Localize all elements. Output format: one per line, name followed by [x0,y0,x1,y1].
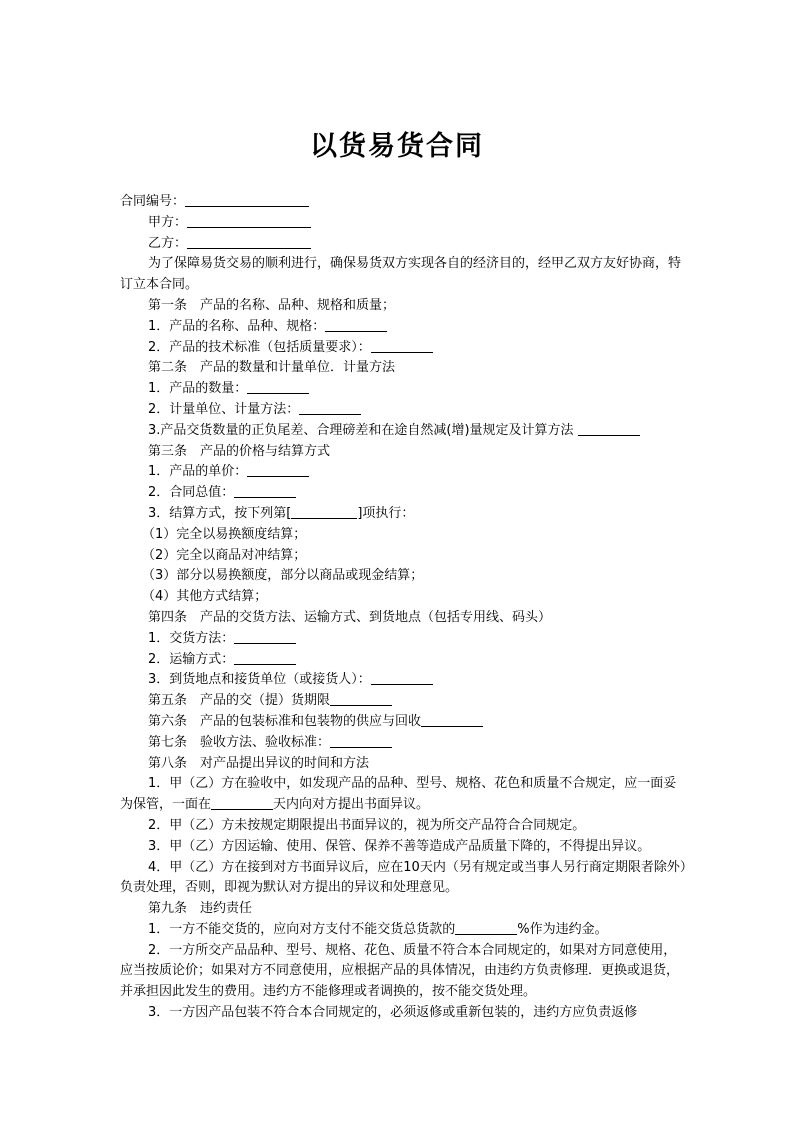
intro-paragraph: 为了保障易货交易的顺利进行，确保易货双方实现各自的经济目的，经甲乙双方友好协商，特订立本合同。 [120,256,682,293]
blank [325,317,387,332]
contract-body [120,192,688,1024]
article-3-item-2: 2．合同总值： [120,483,688,504]
article-4-heading: 第四条 产品的交货方法、运输方式、到货地点（包括专用线、码头） [148,609,552,625]
contract-no-line [120,192,688,213]
blank [371,670,433,685]
article-9-paragraph-3: 3．一方因产品包装不符合本合同规定的，必须返修或重新包装的，违约方应负责返修 [148,1005,638,1021]
blank [371,338,433,353]
blank [455,920,517,935]
blank [291,504,357,519]
contract-title: 以货易货合同 [310,131,484,162]
party-a-label: 甲方： [148,214,188,230]
blank [330,733,392,748]
article-1-item-2: 2．产品的技术标准（包括质量要求）： [120,338,688,359]
article-2-item-2: 2．计量单位、计量方法： [120,400,688,421]
article-8-paragraph-1: 1．甲（乙）方在验收中，如发现产品的品种、型号、规格、花色和质量不合规定，应一面妥为保管，一面在 天内向对方提出书面异议。 [120,776,677,813]
article-8-paragraph-4: 4．甲（乙）方在接到对方书面异议后，应在10天内（另有规定或当事人另行商定期限者除外）负责处理，否则，即视为默认对方提出的异议和处理意见。 [120,859,687,896]
contract-no-blank [185,192,309,207]
article-9-paragraph-1: 1．一方不能交货的，应向对方支付不能交货总货款的 %作为违约金。 [148,921,608,937]
party-a-line [120,213,688,234]
blank [578,421,640,436]
blank [247,379,309,394]
article-3-option-2: （2）完全以商品对冲结算； [142,547,307,563]
article-2-item-3: 3.产品交货数量的正负尾差、合理磅差和在途自然减(增)量规定及计算方法 [120,421,688,442]
article-1-item-1: 1．产品的名称、品种、规格： [120,317,688,338]
blank [234,650,296,665]
article-9-heading: 第九条 违约责任 [148,901,253,917]
article-3-option-3: （3）部分以易换额度，部分以商品或现金结算； [142,568,424,584]
article-1-heading: 第一条 产品的名称、品种、规格和质量； [148,297,396,313]
article-4-item-1: 1．交货方法： [120,629,688,650]
article-8-paragraph-3: 3．甲（乙）方因运输、使用、保管、保养不善等造成产品质量下降的，不得提出异议。 [148,838,651,854]
article-4-item-2: 2．运输方式： [120,650,688,671]
article-3-option-1: （1）完全以易换额度结算； [142,526,307,542]
blank [211,795,273,810]
blank [234,629,296,644]
party-b-line [120,234,688,255]
blank [299,400,361,415]
party-a-blank [187,213,311,228]
article-7: 第七条 验收方法、验收标准： [120,733,688,754]
blank [247,462,309,477]
article-2-heading: 第二条 产品的数量和计量单位．计量方法 [148,360,396,376]
article-8-heading: 第八条 对产品提出异议的时间和方法 [148,755,370,771]
article-3-option-4: （4）其他方式结算； [142,589,268,605]
blank [421,712,483,727]
article-5: 第五条 产品的交（提）货期限 [120,691,688,712]
blank [330,691,392,706]
article-3-heading: 第三条 产品的价格与结算方式 [148,443,331,459]
party-b-blank [187,234,311,249]
blank [234,483,296,498]
article-4-item-3: 3．到货地点和接货单位（或接货人）： [120,670,688,691]
contract-no-label: 合同编号： [120,194,186,209]
article-2-item-1: 1．产品的数量： [120,379,688,400]
article-9-paragraph-2: 2．一方所交产品品种、型号、规格、花色、质量不符合本合同规定的，如果对方同意使用，应当按质论价；如果对方不同意使用，应根据产品的具体情况，由违约方负责修理．更换或退货，并承担因此发生的费用。违约方不能修理或者调换的，按不能交货处理。 [120,942,680,1000]
article-8-paragraph-2: 2．甲（乙）方未按规定期限提出书面异议的，视为所交产品符合合同规定。 [148,817,586,833]
article-3-item-1: 1．产品的单价： [120,462,688,483]
article-6: 第六条 产品的包装标准和包装物的供应与回收 [120,712,688,733]
article-3-item-3: 3．结算方式，按下列第[ ]项执行： [148,505,415,521]
party-b-label: 乙方： [148,235,188,251]
